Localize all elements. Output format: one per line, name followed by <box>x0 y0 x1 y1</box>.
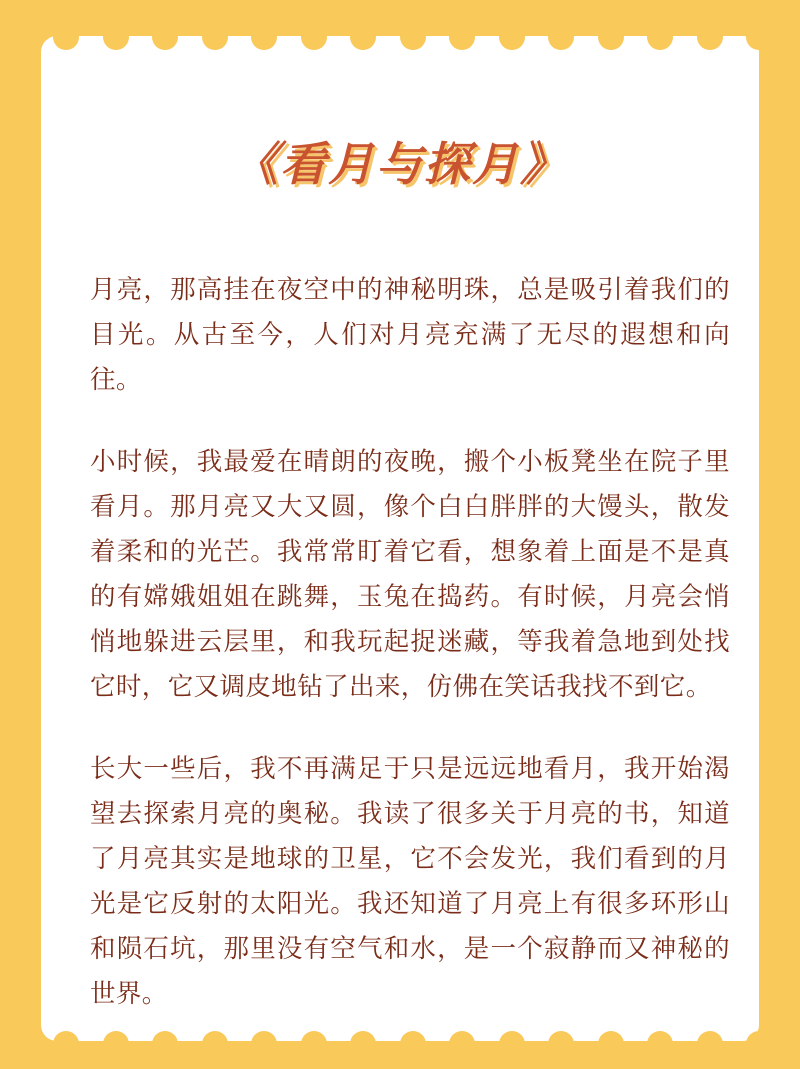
paragraph-1: 月亮，那高挂在夜空中的神秘明珠，总是吸引着我们的目光。从古至今，人们对月亮充满了无尽的遐想和向往。 <box>90 275 730 395</box>
scallop-notch <box>598 24 624 50</box>
scallop-notch <box>152 24 178 50</box>
scallop-notch <box>449 24 475 50</box>
scallop-notch <box>746 1031 759 1057</box>
scallop-notch <box>746 24 759 50</box>
scallop-notch <box>499 24 525 50</box>
paragraph-2: 小时候，我最爱在晴朗的夜晚，搬个小板凳坐在院子里看月。那月亮又大又圆，像个白白胖胖的大馒头，散发着柔和的光芒。我常常盯着它看，想象着上面是不是真的有嫦娥姐姐在跳舞，玉兔在捣药。有时候，月亮会悄悄地躲进云层里，和我玩起捉迷藏，等我着急地到处找它时，它又调皮地钻了出来，仿佛在笑话我找不到它。 <box>90 447 730 702</box>
document-title: 《看月与探月》 <box>232 137 568 191</box>
scallop-notch <box>548 24 574 50</box>
scallop-notch <box>53 1031 79 1057</box>
scallop-notch <box>647 24 673 50</box>
paragraph-3: 长大一些后，我不再满足于只是远远地看月，我开始渴望去探索月亮的奥秘。我读了很多关于月亮的书，知道了月亮其实是地球的卫星，它不会发光，我们看到的月光是它反射的太阳光。我还知道了月亮上有很多环形山和陨石坑，那里没有空气和水，是一个寂静而又神秘的世界。 <box>90 754 730 1009</box>
scallop-notch <box>251 24 277 50</box>
scallop-notch <box>697 24 723 50</box>
scallop-notch <box>400 24 426 50</box>
scallop-edge-top <box>41 24 759 52</box>
document-body <box>90 268 730 1054</box>
scallop-notch <box>350 24 376 50</box>
scallop-notch <box>301 24 327 50</box>
scallop-notch <box>202 24 228 50</box>
scallop-notch <box>103 24 129 50</box>
scallop-notch <box>53 24 79 50</box>
